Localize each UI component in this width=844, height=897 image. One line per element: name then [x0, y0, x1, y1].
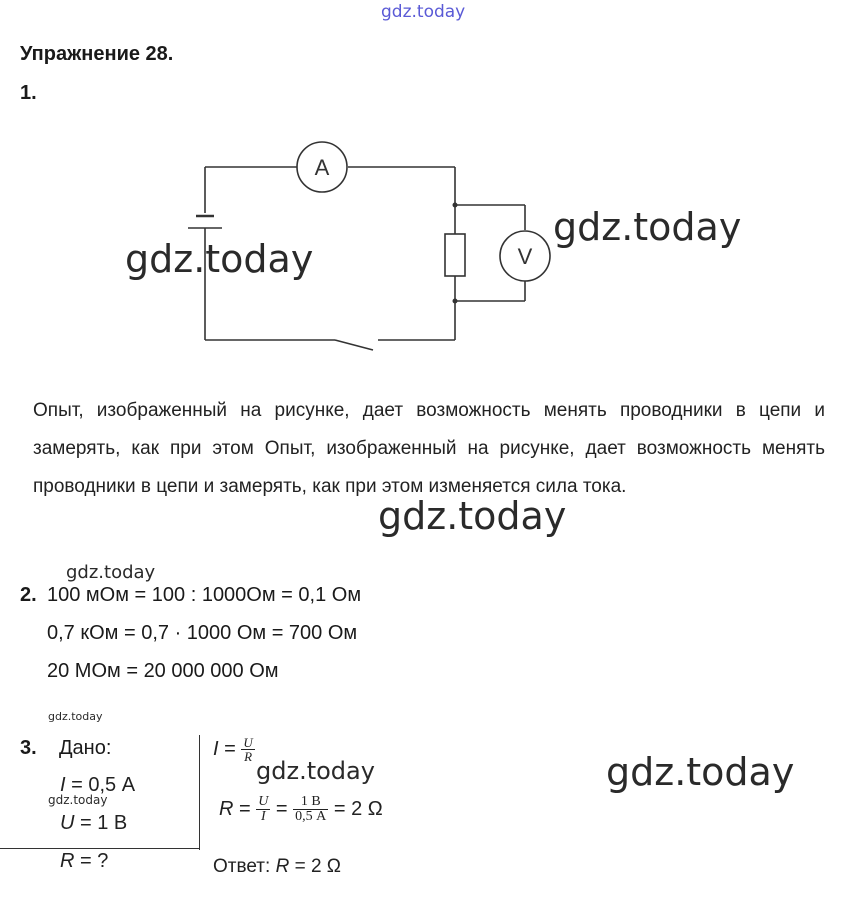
given-voltage	[60, 812, 127, 835]
given-current-value: = 0,5 А	[65, 774, 136, 796]
find-resistance-symbol: R	[60, 850, 75, 872]
task-1-number: 1.	[20, 82, 37, 104]
formula-denominator: R	[244, 749, 253, 764]
calc-numerator-symbol: U	[258, 794, 269, 809]
formula-numerator: U	[243, 735, 253, 750]
calc-denominator-value: 0,5 А	[295, 809, 327, 824]
watermark-right: gdz.today	[553, 205, 742, 249]
voltmeter-label: V	[517, 244, 533, 269]
task-3-number: 3.	[20, 737, 37, 759]
calc-fraction-values	[293, 795, 328, 824]
switch-lever	[335, 340, 373, 350]
watermark-task2: gdz.today	[66, 562, 156, 583]
find-resistance-value: = ?	[74, 850, 109, 872]
calc-lhs: R	[219, 797, 234, 820]
given-voltage-value: = 1 В	[74, 812, 128, 834]
watermark-para: gdz.today	[378, 494, 567, 538]
formula-eq: =	[218, 737, 242, 760]
given-divider-horizontal	[0, 848, 200, 849]
ammeter-label: A	[314, 155, 330, 180]
circuit-diagram	[0, 0, 844, 390]
answer-symbol: R	[275, 856, 290, 877]
given-label: Дано:	[59, 737, 112, 759]
calc-fraction-symbols	[256, 795, 270, 824]
answer-value: = 2 Ω	[289, 856, 341, 877]
calc-result: = 2 Ω	[328, 797, 383, 820]
task-2-line-1: 100 мОм = 100 : 1000Ом = 0,1 Ом	[47, 584, 362, 606]
watermark-formula: gdz.today	[256, 757, 375, 785]
answer-label: Ответ:	[213, 856, 276, 877]
junction-dot-bottom	[453, 299, 458, 304]
find-resistance	[60, 850, 108, 873]
formula-fraction	[241, 736, 254, 763]
answer-line	[213, 856, 341, 878]
watermark-top: gdz.today	[381, 2, 466, 22]
given-divider-vertical	[199, 735, 200, 850]
formula-lhs: I	[213, 737, 219, 760]
task-2-number: 2.	[20, 584, 37, 606]
watermark-bottom-right: gdz.today	[606, 750, 795, 794]
ohms-law-formula	[213, 736, 255, 763]
calc-numerator-value: 1 В	[293, 795, 328, 810]
watermark-given: gdz.today	[48, 793, 108, 807]
resistance-calculation	[219, 795, 383, 824]
calc-denominator-symbol: I	[260, 809, 266, 824]
watermark-task3-small: gdz.today	[48, 710, 103, 723]
task-1-paragraph: Опыт, изображенный на рисунке, дает возможность менять проводники в цепи и замерять, как при этом Опыт, изображенный на рисунке, дает возможность менять проводники в цепи и замерять, как при этом изменяется сила тока.	[33, 400, 825, 497]
given-voltage-symbol: U	[60, 812, 75, 834]
calc-eq-1: =	[233, 797, 257, 820]
watermark-left: gdz.today	[125, 237, 314, 281]
exercise-heading: Упражнение 28.	[20, 43, 174, 65]
resistor	[445, 234, 465, 276]
given-current-symbol: I	[60, 774, 66, 796]
junction-dot-top	[453, 203, 458, 208]
calc-eq-2: =	[270, 797, 294, 820]
task-2-line-2: 0,7 кОм = 0,7 · 1000 Ом = 700 Ом	[47, 622, 358, 644]
task-2-line-3: 20 МОм = 20 000 000 Ом	[47, 660, 279, 682]
